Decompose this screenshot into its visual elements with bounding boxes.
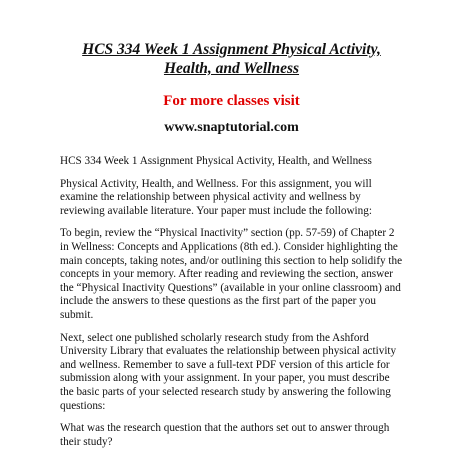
paragraph-heading: HCS 334 Week 1 Assignment Physical Activity, Health, and Wellness [60, 155, 372, 167]
paragraph-question: What was the research question that the authors set out to answer through their study? [60, 422, 390, 448]
paragraph-review: To begin, review the “Physical Inactivity” section (pp. 57-59) of Chapter 2 in Wellness: Concepts and Applications (8th ed.). Consider highlighting the main concepts, taking notes, and/or outlining this section to help solidify the concepts in your memory. After reading and reviewing the section, answer the “Physical Inactivity Questions” (available in your online classroom) and include the answers to these questions as the first part of the paper you submit. [60, 227, 403, 321]
website-link[interactable]: www.snaptutorial.com [164, 120, 299, 135]
document-title: HCS 334 Week 1 Assignment Physical Activity, Health, and Wellness [82, 41, 381, 77]
promo-text: For more classes visit [163, 93, 300, 109]
paragraph-intro: Physical Activity, Health, and Wellness. For this assignment, you will examine the relationship between physical activity and wellness by reviewing available literature. Your paper must include the following: [60, 177, 372, 217]
paragraph-research: Next, select one published scholarly research study from the Ashford University Library that evaluates the relationship between physical activity and wellness. Remember to save a full-text PDF version of this article for submission along with your assignment. In your paper, you must describe the basic parts of your selected research study by answering the following questions: [60, 331, 397, 412]
document-body [60, 155, 403, 449]
